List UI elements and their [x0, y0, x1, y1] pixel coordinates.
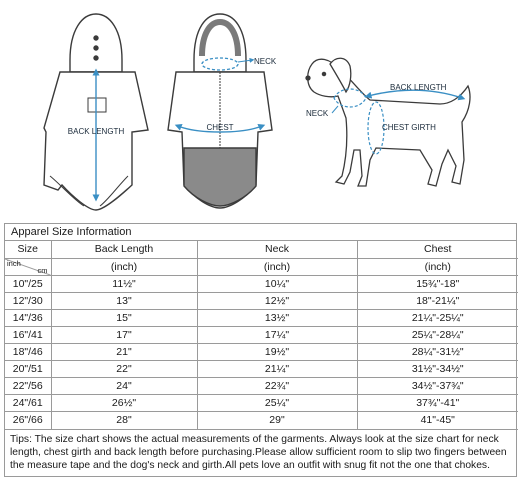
unit-cm-label: cm: [37, 265, 48, 275]
table-row: [5, 378, 518, 395]
cell-size: 12"/30: [5, 292, 51, 309]
table-row: [5, 412, 518, 429]
cell-back-length: 21": [51, 344, 197, 361]
cell-neck: 25¼": [197, 395, 357, 412]
table-row: [5, 395, 518, 412]
header-neck: Neck: [197, 241, 357, 258]
cell-back-length: 13": [51, 292, 197, 309]
cell-size: 22"/56: [5, 378, 51, 395]
unit-back-length: (inch): [51, 258, 197, 275]
cell-neck: 22¾": [197, 378, 357, 395]
header-chest: Chest: [357, 241, 518, 258]
cell-size: 14"/36: [5, 309, 51, 326]
table-row: [5, 326, 518, 343]
cell-back-length: 22": [51, 361, 197, 378]
cell-back-length: 24": [51, 378, 197, 395]
cell-chest: 28¼"-31½": [357, 344, 518, 361]
cell-neck: 19½": [197, 344, 357, 361]
dog-neck-label: NECK: [306, 109, 329, 118]
cell-chest: 21¼"-25¼": [357, 309, 518, 326]
unit-chest: (inch): [357, 258, 518, 275]
cell-neck: 21¼": [197, 361, 357, 378]
cell-size: 20"/51: [5, 361, 51, 378]
coat-chest-label: CHEST: [206, 123, 234, 132]
cell-chest: 18"-21¼": [357, 292, 518, 309]
cell-size: 18"/46: [5, 344, 51, 361]
unit-neck: (inch): [197, 258, 357, 275]
cell-chest: 37¾"-41": [357, 395, 518, 412]
header-size: Size: [5, 241, 51, 258]
dog-back-length-label: BACK LENGTH: [390, 83, 447, 92]
unit-diagonal-cell: [5, 258, 51, 275]
cell-neck: 29": [197, 412, 357, 429]
table-header-row: [5, 241, 518, 258]
table-unit-row: [5, 258, 518, 275]
cell-chest: 31½"-34½": [357, 361, 518, 378]
cell-chest: 15¾"-18": [357, 275, 518, 292]
panel-title: Apparel Size Information: [5, 224, 516, 241]
cell-back-length: 15": [51, 309, 197, 326]
dog-chest-girth-label: CHEST GIRTH: [382, 123, 436, 132]
cell-chest: 25¼"-28¼": [357, 326, 518, 343]
cell-neck: 10¼": [197, 275, 357, 292]
coat-back-icon: [168, 14, 272, 208]
table-row: [5, 361, 518, 378]
cell-size: 10"/25: [5, 275, 51, 292]
cell-chest: 34½"-37¾": [357, 378, 518, 395]
unit-inch-label: inch: [7, 258, 21, 268]
cell-neck: 13½": [197, 309, 357, 326]
cell-size: 24"/61: [5, 395, 51, 412]
cell-back-length: 28": [51, 412, 197, 429]
cell-size: 26"/66: [5, 412, 51, 429]
table-row: [5, 344, 518, 361]
size-chart-panel: [4, 223, 517, 477]
cell-back-length: 11½": [51, 275, 197, 292]
table-row: [5, 275, 518, 292]
cell-chest: 41"-45": [357, 412, 518, 429]
header-back-length: Back Length: [51, 241, 197, 258]
cell-back-length: 17": [51, 326, 197, 343]
cell-back-length: 26½": [51, 395, 197, 412]
table-row: [5, 292, 518, 309]
size-table: [5, 241, 518, 430]
cell-size: 16"/41: [5, 326, 51, 343]
coat-neck-label: NECK: [254, 57, 277, 66]
tips-text: Tips: The size chart shows the actual measurements of the garments. Always look at the size chart for neck length, chest girth and back length before purchasing.Please allow sufficient room to slip two fingers between the measure tape and the dog's neck and girth.All pets love an outfit with snug fit not the one that chokes.: [10, 433, 507, 471]
coat-back-length-label: BACK LENGTH: [67, 127, 125, 136]
measurement-illustration: [0, 0, 522, 222]
cell-neck: 12½": [197, 292, 357, 309]
cell-neck: 17¼": [197, 326, 357, 343]
table-row: [5, 309, 518, 326]
